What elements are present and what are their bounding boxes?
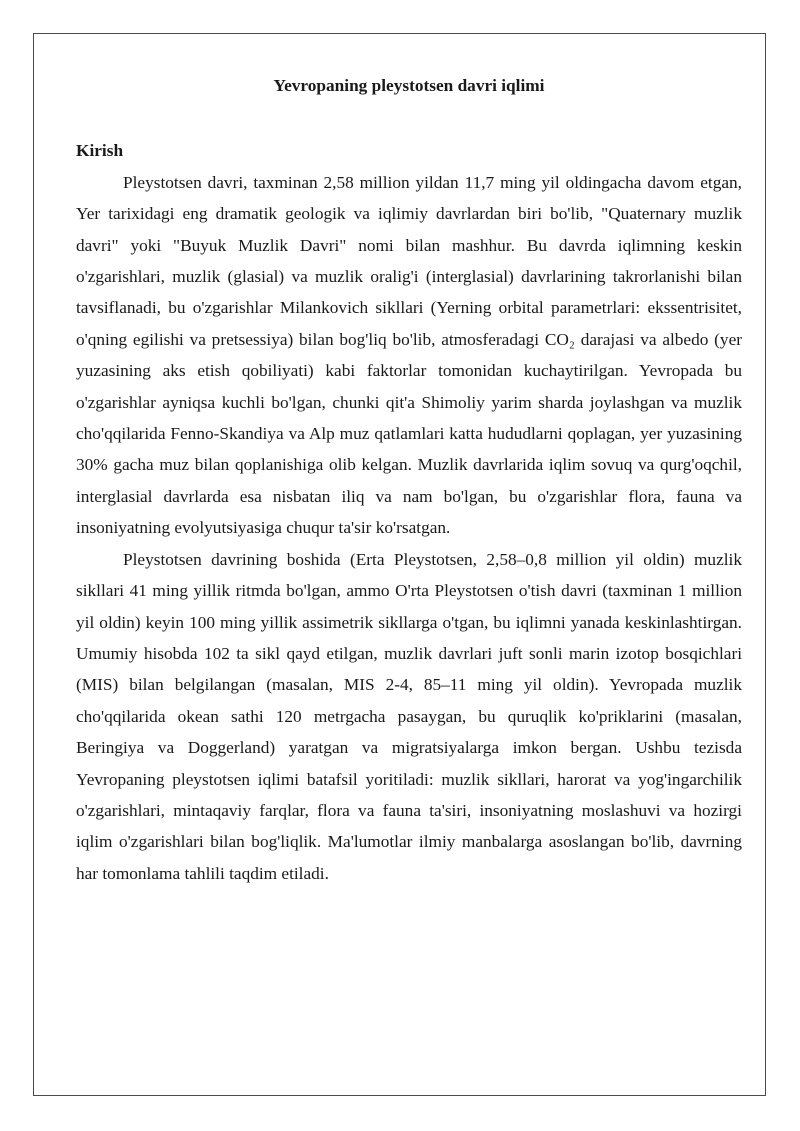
section-heading-intro: Kirish <box>76 141 124 161</box>
paragraph-2: Pleystotsen davrining boshida (Erta Pleystotsen, 2,58–0,8 million yil oldin) muzlik sikllari 41 ming yillik ritmda bo'lgan, ammo O'rta Pleystotsen o'tish davri (taxminan 1 million yil oldin) keyin 100 ming yillik assimetrik sikllarga o'tgan, bu iqlimni yanada keskinlashtirgan. Umumiy hisobda 102 ta sikl qayd etilgan, muzlik davrlari juft sonli marin izotop bosqichlari (MIS) bilan belgilangan (masalan, MIS 2-4, 85–11 ming yil oldin). Yevropada muzlik cho'qqilarida okean sathi 120 metrgacha pasaygan, bu quruqlik ko'priklarini (masalan, Beringiya va Doggerland) yaratgan va migratsiyalarga imkon bergan. Ushbu tezisda Yevropaning pleystotsen iqlimi batafsil yoritiladi: muzlik sikllari, harorat va yog'ingarchilik o'zgarishlari, mintaqaviy farqlar, flora va fauna ta'siri, insoniyatning moslashuvi va hozirgi iqlim o'zgarishlari bilan bog'liqlik. Ma'lumotlar ilmiy manbalarga asoslangan bo'lib, davrning har tomonlama tahlili taqdim etiladi. <box>76 549 742 883</box>
document-body <box>76 70 742 889</box>
document-title: Yevropaning pleystotsen davri iqlimi <box>273 76 545 95</box>
paragraph-1: Pleystotsen davri, taxminan 2,58 million yildan 11,7 ming yil oldingacha davom etgan, Yer tarixidagi eng dramatik geologik va iqlimiy davrlardan biri bo'lib, "Quaternary muzlik davri" yoki "Buyuk Muzlik Davri" nomi bilan mashhur. Bu davrda iqlimning keskin o'zgarishlari, muzlik (glasial) va muzlik oralig'i (interglasial) davrlarining takrorlanishi bilan tavsiflanadi, bu o'zgarishlar Milankovich sikllari (Yerning orbital parametrlari: ekssentrisitet, o'qning egilishi va pretsessiya) bilan bog'liq bo'lib, atmosferadagi CO₂ darajasi va albedo (yer yuzasining aks etish qobiliyati) kabi faktorlar tomonidan kuchaytirilgan. Yevropada bu o'zgarishlar ayniqsa kuchli bo'lgan, chunki qit'a Shimoliy yarim sharda joylashgan va muzlik cho'qqilarida Fenno-Skandiya va Alp muz qatlamlari katta hududlarni qoplagan, yer yuzasining 30% gacha muz bilan qoplanishiga olib kelgan. Muzlik davrlarida iqlim sovuq va qurg'oqchil, interglasial davrlarda esa nisbatan iliq va nam bo'lgan, bu o'zgarishlar flora, fauna va insoniyatning evolyutsiyasiga chuqur ta'sir ko'rsatgan. <box>76 172 742 538</box>
